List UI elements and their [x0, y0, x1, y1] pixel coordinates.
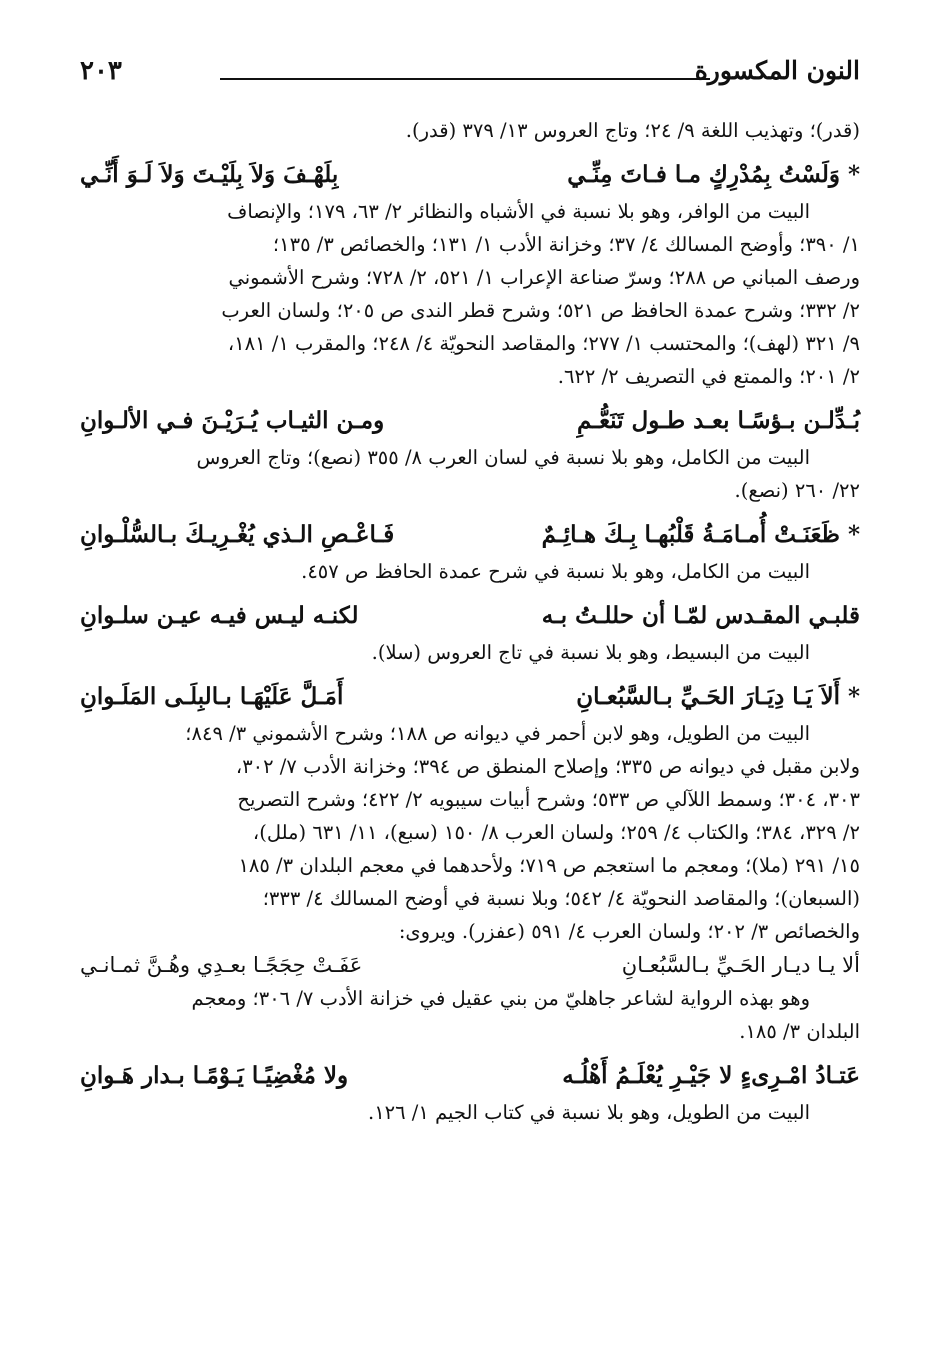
continuation-line: (قدر)؛ وتهذيب اللغة ٩/ ٢٤؛ وتاج العروس ١٣/ ٣٧٩ (قدر). — [405, 119, 860, 142]
page-body — [80, 114, 860, 1129]
commentary-line: ٩/ ٣٢١ (لهف)؛ والمحتسب ١/ ٢٧٧؛ والمقاصد النحويّة ٤/ ٢٤٨؛ والمقرب ١/ ١٨١، — [227, 332, 860, 355]
verse-first-hemistich: * وَلَسْتُ بِمُدْرِكٍ مـا فـاتَ مِنِّـي — [567, 161, 860, 188]
verse-line — [80, 155, 860, 195]
verse-line — [80, 596, 860, 636]
commentary-line: البيت من البسيط، وهو بلا نسبة في تاج العروس (سلا). — [371, 641, 810, 664]
variant-first-hemistich: ألا يـا ديـار الحَـيِّ بـالسَّبُعـانِ — [621, 953, 860, 977]
commentary-line: ٢٢/ ٢٦٠ (نصع). — [734, 479, 860, 502]
verse-line — [80, 677, 860, 717]
commentary-line: (السبعان)؛ والمقاصد النحويّة ٤/ ٥٤٢؛ وبلا نسبة في أوضح المسالك ٤/ ٣٣٣؛ — [262, 887, 860, 910]
verse-second-hemistich: بِلَهْـفَ وَلاَ بِلَيْـتَ وَلاَ لَـوَ أَنِّـي — [80, 161, 339, 188]
verse-second-hemistich: ومـن الثيـاب يُـرَيْـنَ فـي الألـوانِ — [80, 407, 385, 434]
commentary-line: ٣٠٣، ٣٠٤؛ وسمط اللآلي ص ٥٣٣؛ وشرح أبيات سيبويه ٢/ ٤٢٢؛ وشرح التصريح — [237, 788, 860, 811]
verse-line — [80, 1056, 860, 1096]
variant-verse-line — [80, 948, 860, 982]
page-header — [80, 56, 860, 96]
verse-second-hemistich: لكنـه ليـس فيـه عيـن سلـوانِ — [80, 602, 359, 629]
commentary-line: ٢/ ٣٣٢؛ وشرح عمدة الحافظ ص ٥٢١؛ وشرح قطر الندى ص ٢٠٥؛ ولسان العرب — [221, 299, 860, 322]
verse-first-hemistich: بُـدِّلـن بـؤسًـا بعـد طـول تَنَعُّـمِ — [577, 407, 860, 434]
variant-second-hemistich: عَفَـتْ حِجَجًـا بعـدِي وهُـنَّ ثمـانـي — [80, 953, 363, 977]
verse-first-hemistich: قلبـي المقـدس لمّـا أن حللـتُ بـه — [541, 602, 860, 629]
commentary-line: وهو بهذه الرواية لشاعر جاهليّ من بني عقيل في خزانة الأدب ٧/ ٣٠٦؛ ومعجم — [191, 987, 810, 1010]
commentary-line: والخصائص ٣/ ٢٠٢؛ ولسان العرب ٤/ ٥٩١ (عفزر). ويروى: — [398, 920, 860, 943]
verse-first-hemistich: * ظَعَنَـتْ أُمـامَـةُ قَلْبُهـا بِـكَ هـائِـمٌ — [541, 521, 860, 548]
commentary-line: البيت من الطويل، وهو لابن أحمر في ديوانه ص ١٨٨؛ وشرح الأشموني ٣/ ٨٤٩؛ — [185, 722, 810, 745]
commentary-line: البلدان ٣/ ١٨٥. — [739, 1020, 860, 1043]
commentary-line: ٢/ ٢٠١؛ والممتع في التصريف ٢/ ٦٢٢. — [557, 365, 860, 388]
commentary-line: البيت من الوافر، وهو بلا نسبة في الأشباه والنظائر ٢/ ٦٣، ١٧٩؛ والإنصاف — [227, 200, 810, 223]
verse-first-hemistich: * أَلاَ يَـا دِيَـارَ الحَـيِّ بـالسَّبُعـانِ — [576, 683, 860, 710]
commentary-line: ورصف المباني ص ٢٨٨؛ وسرّ صناعة الإعراب ١/ ٥٢١، ٢/ ٧٢٨؛ وشرح الأشموني — [228, 266, 860, 289]
verse-line — [80, 401, 860, 441]
verse-first-hemistich: عَتـادُ امْـرِىءٍ لا جَيْـرِ يُعْلَـمُ أَهْلُـه — [562, 1062, 860, 1089]
verse-second-hemistich: أَمَـلَّ عَلَيْهَـا بـالبِلَـى المَلَـوانِ — [80, 683, 344, 710]
commentary-line: البيت من الكامل، وهو بلا نسبة في شرح عمدة الحافظ ص ٤٥٧. — [301, 560, 810, 583]
commentary-line: البيت من الكامل، وهو بلا نسبة في لسان العرب ٨/ ٣٥٥ (نصع)؛ وتاج العروس — [196, 446, 810, 469]
verse-second-hemistich: فَـاعْـصِ الـذي يُغْـرِيـكَ بـالسُّلْـوانِ — [80, 521, 395, 548]
verse-second-hemistich: ولا مُغْضِيًـا يَـوْمًـا بـدار هَـوانِ — [80, 1062, 349, 1089]
verse-line — [80, 515, 860, 555]
commentary-line: ٢/ ٣٢٩، ٣٨٤؛ والكتاب ٤/ ٢٥٩؛ ولسان العرب ٨/ ١٥٠ (سبع)، ١١/ ٦٣١ (ملل)، — [252, 821, 860, 844]
header-rule — [220, 78, 710, 80]
commentary-line: البيت من الطويل، وهو بلا نسبة في كتاب الجيم ١/ ١٢٦. — [367, 1101, 810, 1124]
page-number: ٢٠٣ — [80, 56, 122, 86]
commentary-line: ١٥/ ٢٩١ (ملا)؛ ومعجم ما استعجم ص ٧١٩؛ ولأحدهما في معجم البلدان ٣/ ١٨٥ — [238, 854, 860, 877]
running-title: النون المكسورة — [694, 56, 860, 85]
commentary-line: ١/ ٣٩٠؛ وأوضح المسالك ٤/ ٣٧؛ وخزانة الأدب ١/ ١٣١؛ والخصائص ٣/ ١٣٥؛ — [272, 233, 860, 256]
commentary-line: ولابن مقبل في ديوانه ص ٣٣٥؛ وإصلاح المنطق ص ٣٩٤؛ وخزانة الأدب ٧/ ٣٠٢، — [235, 755, 860, 778]
